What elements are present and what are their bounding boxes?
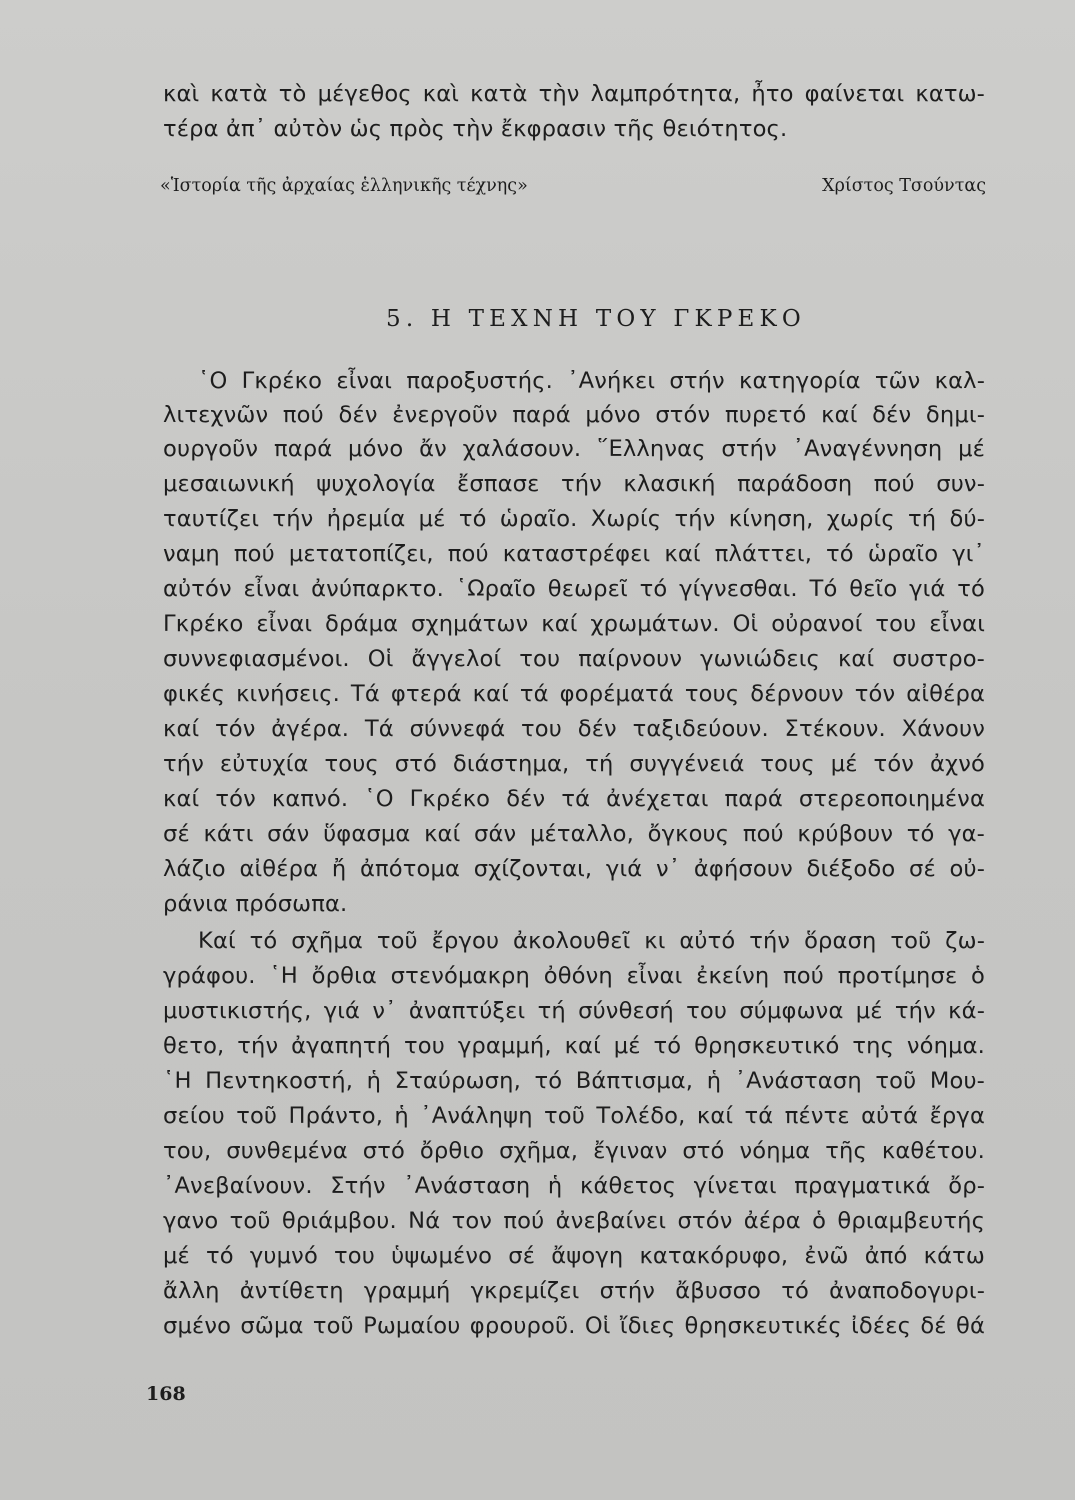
section-heading: 5. Η ΤΕΧΝΗ ΤΟΥ ΓΚΡΕΚΟ: [386, 306, 806, 332]
text-line: λιτεχνῶν πού δέν ἐνεργοῦν παρά μόνο στόν πυρετό καί δέν δημι-: [163, 402, 985, 428]
text-line: σμένο σῶμα τοῦ Ρωμαίου φρουροῦ. Οἱ ἴδιες θρησκευτικές ἰδέες δέ θά: [163, 1313, 985, 1339]
text-line: ἄλλη ἀντίθετη γραμμή γκρεμίζει στήν ἄβυσσο τό ἀναποδογυρι-: [163, 1278, 985, 1304]
text-line: θετο, τήν ἀγαπητή του γραμμή, καί μέ τό θρησκευτικό της νόημα.: [163, 1033, 985, 1059]
text-line: ῾Η Πεντηκοστή, ἡ Σταύρωση, τό Βάπτισμα, ἡ ᾿Ανάσταση τοῦ Μου-: [163, 1068, 985, 1094]
text-line: ῾Ο Γκρέκο εἶναι παροξυστής. ᾿Ανήκει στήν κατηγορία τῶν καλ-: [198, 368, 985, 394]
text-line: φικές κινήσεις. Τά φτερά καί τά φορέματά τους δέρνουν τόν αἰθέρα: [163, 681, 985, 707]
text-line: ράνια πρόσωπα.: [163, 891, 348, 917]
text-line: Καί τό σχῆμα τοῦ ἔργου ἀκολουθεῖ κι αὐτό τήν ὅραση τοῦ ζω-: [198, 928, 985, 954]
text-line: Γκρέκο εἶναι δράμα σχημάτων καί χρωμάτων. Οἱ οὐρανοί του εἶναι: [163, 611, 985, 637]
text-line: σείου τοῦ Πράντο, ἡ ᾿Ανάληψη τοῦ Τολέδο, καί τά πέντε αὐτά ἔργα: [163, 1103, 985, 1129]
text-line: του, συνθεμένα στό ὄρθιο σχῆμα, ἔγιναν στό νόημα τῆς καθέτου.: [163, 1138, 985, 1164]
text-line: λάζιο αἰθέρα ἤ ἀπότομα σχίζονται, γιά ν᾽ ἀφήσουν διέξοδο σέ οὐ-: [163, 856, 985, 882]
text-line: καί τόν ἀγέρα. Τά σύννεφά του δέν ταξιδεύουν. Στέκουν. Χάνουν: [163, 716, 985, 742]
text-line: τήν εὐτυχία τους στό διάστημα, τή συγγένειά τους μέ τόν ἀχνό: [163, 751, 985, 777]
text-line: σέ κάτι σάν ὕφασμα καί σάν μέταλλο, ὄγκους πού κρύβουν τό γα-: [163, 821, 985, 847]
text-line: ναμη πού μετατοπίζει, πού καταστρέφει καί πλάττει, τό ὡραῖο γι᾽: [163, 541, 985, 567]
text-line: τέρα ἀπ᾽ αὐτὸν ὡς πρὸς τὴν ἔκφρασιν τῆς θειότητος.: [163, 116, 788, 142]
text-line: μυστικιστής, γιά ν᾽ ἀναπτύξει τή σύνθεσή του σύμφωνα μέ τήν κά-: [163, 998, 985, 1024]
citation-source: «Ἱστορία τῆς ἀρχαίας ἑλληνικῆς τέχνης»: [160, 176, 528, 196]
text-line: γανο τοῦ θριάμβου. Νά τον πού ἀνεβαίνει στόν ἀέρα ὁ θριαμβευτής: [163, 1208, 985, 1234]
text-line: καί τόν καπνό. ῾Ο Γκρέκο δέν τά ἀνέχεται παρά στερεοποιημένα: [163, 786, 985, 812]
text-line: ταυτίζει τήν ἠρεμία μέ τό ὡραῖο. Χωρίς τήν κίνηση, χωρίς τή δύ-: [163, 506, 985, 532]
citation-author: Χρίστος Τσούντας: [822, 176, 986, 196]
text-line: ουργοῦν παρά μόνο ἄν χαλάσουν. ῞Ελληνας στήν ᾿Αναγέννηση μέ: [163, 436, 985, 462]
text-line: αὐτόν εἶναι ἀνύπαρκτο. ῾Ωραῖο θεωρεῖ τό γίγνεσθαι. Τό θεῖο γιά τό: [163, 576, 985, 602]
text-line: καὶ κατὰ τὸ μέγεθος καὶ κατὰ τὴν λαμπρότητα, ἦτο φαίνεται κατω-: [163, 81, 985, 107]
page-number: 168: [146, 1383, 186, 1405]
text-line: γράφου. ῾Η ὄρθια στενόμακρη ὀθόνη εἶναι ἐκείνη πού προτίμησε ὁ: [163, 963, 985, 989]
text-line: ᾿Ανεβαίνουν. Στήν ᾿Ανάσταση ἡ κάθετος γίνεται πραγματικά ὄρ-: [163, 1173, 985, 1199]
text-line: μεσαιωνική ψυχολογία ἔσπασε τήν κλασική παράδοση πού συν-: [163, 471, 985, 497]
text-line: μέ τό γυμνό του ὑψωμένο σέ ἄψογη κατακόρυφο, ἐνῶ ἀπό κάτω: [163, 1243, 985, 1269]
text-line: συννεφιασμένοι. Οἱ ἄγγελοί του παίρνουν γωνιώδεις καί συστρο-: [163, 646, 985, 672]
